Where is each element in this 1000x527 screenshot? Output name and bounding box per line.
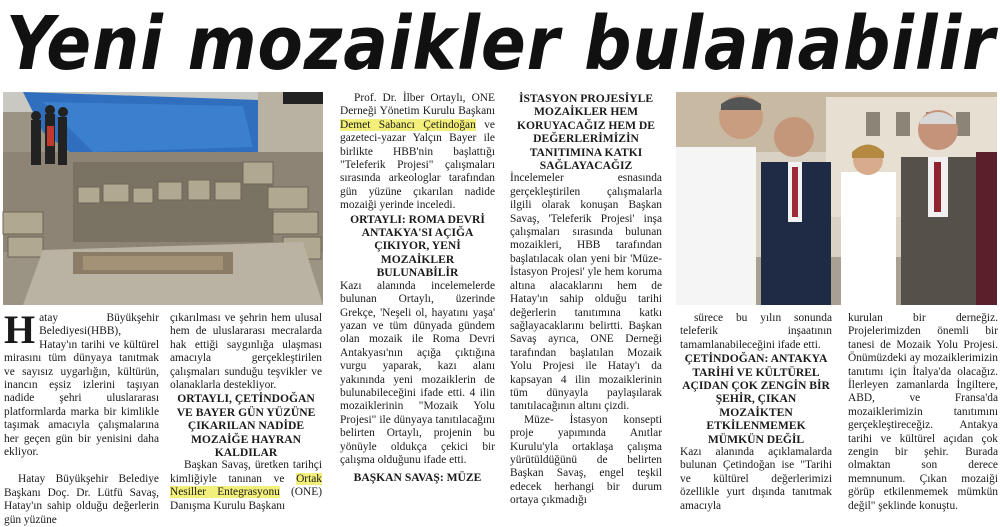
headline: Yeni mozaikler bulanabilir <box>6 1 996 87</box>
excavation-photo <box>3 92 323 305</box>
col3-subheading-1: ORTAYLI: ROMA DEVRİ ANTAKYA'SI AÇIĞA ÇIKIYOR, YENİ MOZAİKLER BULUNABİLİR <box>350 212 485 280</box>
col2-subheading: ORTAYLI, ÇETİNDOĞAN VE BAYER GÜN YÜZÜNE ÇIKARILAN NADİDE MOZAİĞE HAYRAN KALDILAR <box>176 392 316 460</box>
col1-paragraph-2: Hatay Büyükşehir Belediye Başkanı Doç. Dr. Lütfü Savaş, Hatay'ın sahip olduğu değerlerin gün yüzüne <box>4 473 159 526</box>
article-column-3 <box>340 92 495 524</box>
col5-paragraph-2: Kazı alanında açıklamalarda bulunan Çetindoğan ise "Tarihi ve kültürel değerlerimizi özellikle yurt dışında tanıtmak amacıyla <box>680 446 832 512</box>
col1-paragraph-1: atay Büyükşehir Belediyesi(HBB), Hatay'ın tarihi ve kültürel mirasını tüm dünyaya tanıtmak ve sayısız uygarlığın, kültürün, inancın eşsiz izlerini taşıyan nadide şehri uluslararası platformlarda marka bir kimlikle taşımak amacıyla çalışmalarına her geçen gün bir yenisini daha ekliyor. <box>4 312 159 459</box>
article-column-5 <box>680 312 832 524</box>
excavation-illustration <box>3 92 323 305</box>
col2-paragraph-1: çıkarılması ve şehrin hem ulusal hem de uluslararası mecralarda hak ettiği saygınlığa ulaşması amacıyla gerçekleştirilen çalışmaları sunduğu teşvikler ve olanaklarla destekliyor. <box>170 312 322 392</box>
highlight-cetindogan: Demet Sabancı Çetindoğan <box>340 118 476 131</box>
col3-paragraph-1-text-b: ve gazeteci-yazar Yalçın Bayer ile birlikte HBB'nin başlattığı "Teleferik Projesi" çalışmaları sırasında arkeologlar tarafından gün yüzüne çıkarılan nadide mozaiği yerinde inceledi. <box>340 118 495 212</box>
delegation-photo <box>676 92 997 305</box>
col4-paragraph-2: Müze- İstasyon konsepti proje yapımında Anıtlar Kurulu'yla ortaklaşa çalışma yürütüldüğünü de belirten Başkan Savaş, engel teşkil edecek herhangi bir durum ortaya çıkmadığı <box>510 413 662 507</box>
col4-paragraph-1: İncelemeler esnasında gerçekleştirilen çalışmalarla ilgili olarak konuşan Başkan Savaş, 'Teleferik Projesi' inşa çalışmaları sırasında bulunan mozaikleri, HBB tarafından başlatılacak olan yeni bir 'Müze-İstasyon Projesi' yle hem koruma altına alacaklarını hem de Hatay'ın sahip olduğu tarihi değerlerin tanıtımına katkı sağlayacaklarını belirtti. Başkan Savaş ayrıca, ONE Derneği tarafından başlatılan Mozaik Yolu Projesi ile Hatay'ı da kapsayan 4 ilin mozaiklerinin tüm dünyayla paylaşılarak tanıtılacağının altını çizdi. <box>510 172 662 413</box>
col3-subheading-2: BAŞKAN SAVAŞ: MÜZE <box>353 471 482 485</box>
article-column-2 <box>170 312 322 524</box>
col4-subheading: İSTASYON PROJESİYLE MOZAİKLER HEM KORUYACAĞIZ HEM DE DEĞERLERİMİZİN TANITIMINA KATKI SAĞLAYACAĞIZ <box>516 92 656 173</box>
col5-subheading: ÇETİNDOĞAN: ANTAKYA TARİHİ VE KÜLTÜREL AÇIDAN ÇOK ZENGİN BİR ŞEHİR, ÇIKAN MOZAİKTEN ETKİLENMEMEK MÜMKÜN DEĞİL <box>682 352 830 446</box>
article-column-4 <box>510 92 662 524</box>
col2-paragraph-2-text-b: (ONE) Danışma Kurulu Başkanı <box>170 486 322 512</box>
col2-paragraph-2 <box>170 459 322 513</box>
col6-paragraph-1: kurulan bir derneğiz. Projelerimizden önemli bir tanesi de Mozaik Yolu Projesi. Önümüzdeki ay mozaiklerimizin tanıtımı için İtalya'da olacağız. İlerleyen zamanlarda İngiltere, ABD, ve Fransa'da mozaiklerimizin tanıtımını gerçekleştireceğiz. Antakya tarihi ve kültürel açıdan çok zengin bir şehir. Burada olmaktan son derece memnunum. Çıkan mozaiği görüp etkilenmemek mümkün değil" şeklinde konuştu. <box>848 312 998 512</box>
article-column-1 <box>4 307 159 526</box>
col3-paragraph-2: Kazı alanında incelemelerde bulunan Ortaylı, üzerinde Grekçe, 'Neşeli ol, hayatını yaşa' yazan ve tüm dünyada gündem olan mozaik ile Roma Devri Antakyası'nın açığa çıktığına vurgu yaparak, kazı alanı yakınında yeni mozaiklerin de bulunabileceğini ifade etti. 4 ilin mozaiklerinin "Mozaik Yolu Projesi" ile dünyaya tanıtılacağını belirten Ortaylı, projenin bu yönüyle oldukça çekici bir çalışma olduğunu ifade etti. <box>340 279 495 466</box>
col3-paragraph-1-text-a: Prof. Dr. İlber Ortaylı, ONE Derneği Yönetim Kurulu Başkanı <box>340 92 495 118</box>
delegation-illustration <box>676 92 997 305</box>
col2-paragraph-2-text-a: Başkan Savaş, üretken tarihçi kimliğiyle tanınan ve <box>170 459 322 485</box>
col5-paragraph-1: sürece bu yılın sonunda teleferik inşaatının tamamlanabileceğini ifade etti. <box>680 312 832 351</box>
article-column-6 <box>848 312 998 524</box>
col3-paragraph-1 <box>340 92 495 213</box>
drop-cap: H <box>4 307 36 352</box>
highlight-one-name: Ortak Nesiller Entegrasyonu <box>170 472 322 499</box>
